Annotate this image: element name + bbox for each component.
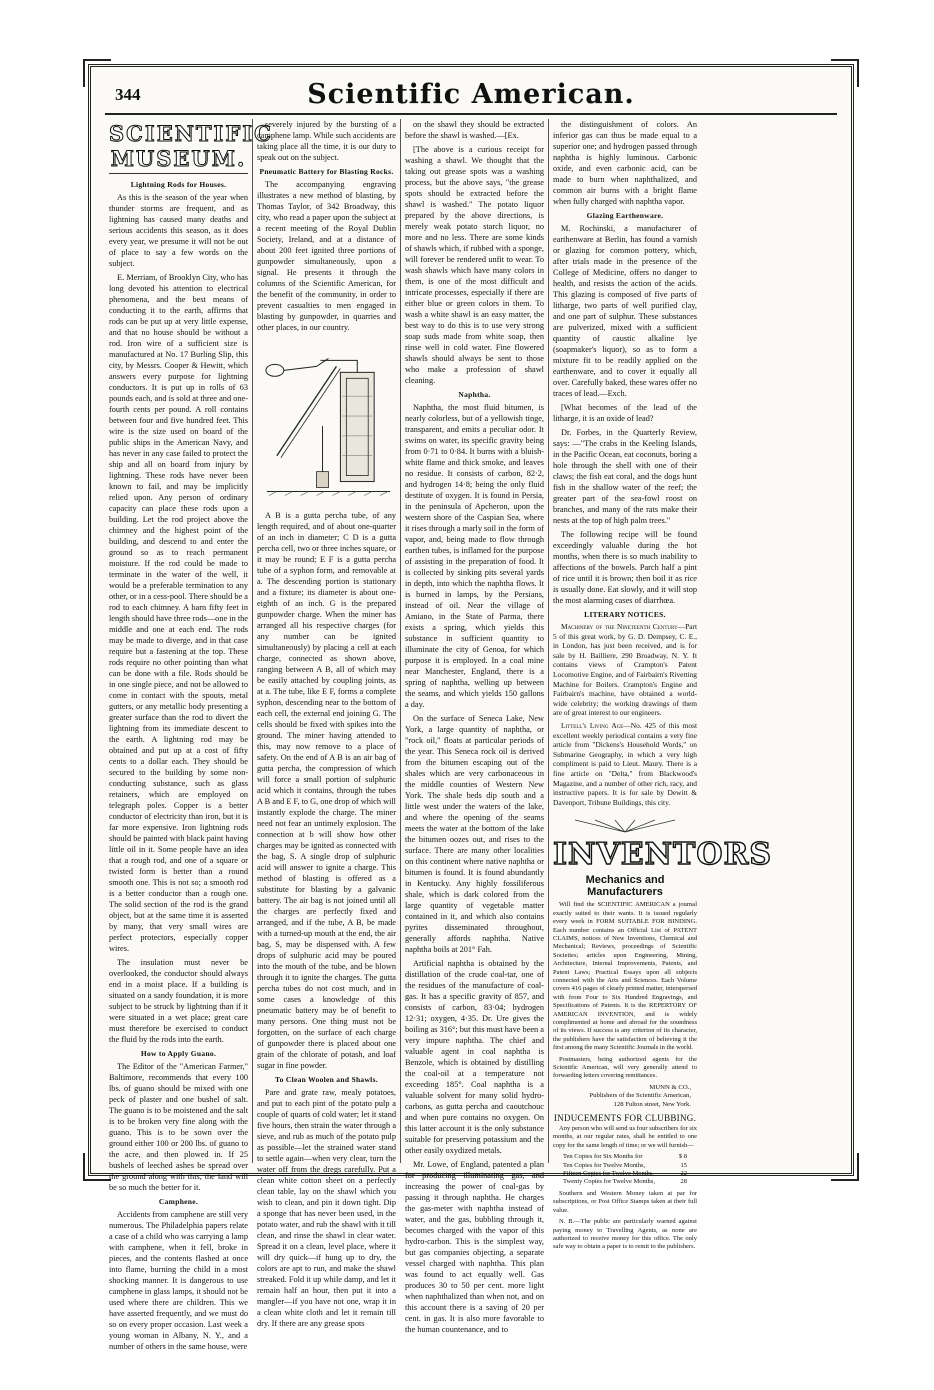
rate-row: Twenty Copies for Twelve Months, 28 [563,1178,687,1186]
rate-row: Ten Copies for Six Months for $ 8 [563,1153,687,1161]
paragraph: Postmasters, being authorized agents for the Scientific American, will very generally attend to forwarding letters covering remittances. [553,1055,697,1080]
article-heading: Lightning Rods for Houses. [130,180,227,189]
notice-text: —Part 5 of this great work, by G. D. Dempsey, C. E., in London, has just been received, and is for sale by H. Bailliere, 290 Broadway, N. Y. It contains views of Crampton's Patent Locomotive Engine, and of Fairbairn's Rivetting Machine for Boilers. Crampton's Engine and Fairbairn's machine, have obtained a world-wide celebrity; the working drawings of them are of great interest to our engineers. [553,622,697,718]
paragraph: E. Merriam, of Brooklyn City, who has long devoted his attention to electrical phenomena, and the best means of conducting it to the earth, affirms that rods can be put up at very little expense, and that no house should be without a rod. Iron wire of a sufficient size is manufactured at No. 17 Burling Slip, this city, by Messrs. Cooper & Hewitt, which answers every purpose for lightning conductors. It is put up in rolls of 63 pounds each, and is sold at three and one-fourth cents per pound. A roll contains between four and five hundred feet. This wire is the size used on board of the public ships in the American Navy, and has never in any case failed to protect the ship and all on board from injury by lightning. These rods have never been known to fail, and may be implicitly relied upon. Any person of ordinary capacity can place these rods upon a building. Let the rod project above the chimney and the highest point of the building, and descend to and enter the ground so as to reach permanent moisture. If the rod could be made to terminate in the water of the well, it would be a preferable termination to any other, or in a cess-pool. There should be a rod to each chimney. A barn fifty feet in length should have three rods—one in the middle and one at each end. The rods may be made to diverge, and in that case require but a fastening at the top. These rods require no other pointing than what can be done with a file. Rods should be in one single piece, and not be allowed to come in contact with the spouts, metal gutters, or any metallic body presenting a greater surface than the rod to divert the lightning from its immediate descent to the earth. A lightning rod may be obtained and put up at a cost of fifty cents to a dollar each. They should be secured to the building by some non-conducting substance, such as glass retainers, which are employed on telegraph poles. Copper is a better conductor of electricity than iron, but it is far more expensive. Iron lightning rods should be painted with black paint having little oil in it. Some people have an idea that a rough rod, and one of a square or twisted form is better than a round smooth one. This is not so; a smooth rod is a better conductor than a rough one. The solid section of the rod is the grand object, but at the same time it is asserted by many, that very small wires are perfect protectors, especially copper wires. [109,273,248,953]
column-4 [549,119,773,1251]
article-heading: Naphtha. [458,390,491,399]
subscription-advert [553,901,697,1251]
inventors-title: INVENTORS [553,837,773,873]
paragraph: Southern and Western Money taken at par for subscriptions, or Post Office Stamps taken at their full value. [553,1189,697,1214]
notice-lead: Littell's Living Age [561,720,624,730]
notice-lead: Machinery of the Nineteenth Century [561,622,678,631]
column-1 [105,119,273,1351]
paragraph: The insulation must never be overlooked, the conductor should always end in a moist place. If a building is situated on a sandy foundation, it is more subject to be struck by lightning than if it were situated in a wet place; great care must therefore be exercised to conduct the fluid by the rods into the earth. [109,958,248,1044]
page-number: 344 [115,85,141,104]
paragraph: M. Rochinski, a manufacturer of earthenware at Berlin, has found a varnish or glazing for common pottery, which, after trials made in the presence of the College of Medicine, offers no danger to health, and resists the action of the acids. This glazing is composed of five parts of litharge, two parts of well purified clay, and one part of sulphur. These substances are pulverized, mixed with a sufficient quantity of caustic alkaline lye (soapmaker's liquor), so as to form a mixture fit to be readily applied on the earthenware, and to cover it equally all over. Carefully baked, these wares offer no traces of lead.—Exch. [553,224,697,398]
notice-item [553,622,697,718]
newspaper-page [88,64,854,1351]
publisher-signature: MUNN & CO., Publishers of the Scientific American, 128 Fulton street, New York. [589,1083,691,1108]
paragraph: severely injured by the bursting of a camphene lamp. While such accidents are taking place all the time, it is our duty to speak out on the subject. [257,120,396,162]
mechanics-heading: Mechanics and Manufacturers [585,874,665,899]
paragraph: Naphtha, the most fluid bitumen, is nearly colorless, but of a yellowish tinge, transparent, and emits a peculiar odor. It swims on water, its specific gravity being from 0·71 to 0·84. It burns with a bluish-white flame and thick smoke, and leaves no residue. It consists of carbon, 82·2, and hydrogen 14·8; being the only fluid destitute of oxygen. It is found in Persia, in the peninsula of Apcheron, upon the western shore of the Caspian Sea, where it rises through a marly soil in the form of vapor, and, being made to flow through earthen tubes, is inflamed for the purpose of assisting in the preparation of food. It is collected by sinking pits several yards in depth, into which the naphtha flows. It is burned in lamps, by the Persians, instead of oil. Near the village of Amiano, in the State of Parma, there exists a spring, which yields this substance in sufficient quantity to illuminate the city of Genoa, for which purpose it is employed. In a coal mine near Manchester, England, there is a spring of naphtha, welling up between the seams, and which yields 150 gallons a day. [405,403,544,709]
notice-item [553,721,697,807]
paragraph: N. B.—The public are particularly warned against paying money to Travelling Agents, as none are authorized to receive money for this office. The only safe way to obtain a paper is to remit to the publishers. [553,1218,697,1251]
paragraph: Artificial naphtha is obtained by the distillation of the crude coal-tar, one of the residues of the manufacture of coal-gas. It has a specific gravity of 857, and consists of carbon, 83·04; hydrogen 12·31; oxygen, 4·35. Dr. Ure gives the boiling as 316°; but this must have been a very impure naphtha. The chief and valuable agent in coal naphtha is Benzole, which is obtained by distilling the coal-oil at a temperature not exceeding 185°. Coal naphtha is a valuable solvent for many solid hydro-carbons, as gutta percha and caoutchouc and when pure contains no oxygen. On this latter account it is the only substance suitable for preserving potassium and the other easily oxydized metals. [405,959,544,1155]
column-3 [401,119,549,1334]
paragraph: [What becomes of the lead of the litharge, it is an oxide of lead? [553,403,697,423]
literary-notices [553,622,697,807]
journal-title: Scientific American. [307,79,635,110]
paragraph: On the surface of Seneca Lake, New York, a large quantity of naphtha, or "rock oil," floats at particular periods of the year. This Seneca rock oil is derived from the bitumen escaping out of the shales which are very carbonaceous in the middle counties of Western New York. The shale beds dip south and a little west under the waters of the lake, and where the opening of the seams meets the water at the bottom of the lake the bitumen oozes out, and rises to the surface. There are many other localities on this continent where native naphtha or bitumen is found. It is found abundantly in Kentucky. Any highly fossiliferous shale, which is dark colored from the large quantity of vegetable matter contained in it, and which also contains pyrites disseminated throughout, generally affords naphtha. Native naphtha boils at 201° Fah. [405,714,544,954]
engraving-drawing [257,336,396,504]
paragraph: The accompanying engraving illustrates a new method of blasting, by Thomas Taylor, of 342 Broadway, this city, who read a paper upon the subject at a recent meeting of the Royal Dublin Society, Ireland, and at a distance of about 200 feet ignited three portions of gunpowder simultaneously, upon a signal. He presents it through the columns of the Scientific American, for the benefit of the community, in order to prevent casualties to men engaged in blasting by gunpowder, in quarries and other places, in our country. [257,180,396,332]
article-heading: Camphene. [158,1197,199,1206]
paragraph: As this is the season of the year when thunder storms are frequent, and as lightning has caused many deaths and serious accidents this season, as it does every year, we presume it will not be out of place to say a few words on the subject. [109,193,248,268]
article-heading: How to Apply Guano. [140,1049,217,1058]
paragraph: Any person who will send us four subscribers for six months, at our regular rates, shall be entitled to one copy for the same length of time; or we will furnish— [553,1125,697,1149]
paragraph: Accidents from camphene are still very numerous. The Philadelphia papers relate a case of a child who was carrying a lamp with camphene, when it fell, broke in pieces, and the contents flashed at once into flame, burning the child in a most shocking manner. It is dangerous to use camphene in glass lamps, it should not be used where there are children. This we have asserted frequently, and we must do so on every proper occasion. Last week a young woman in Albany, N. Y., and a number of others in the same house, were [109,1210,248,1351]
rate-row: Ten Copies for Twelve Months, 15 [563,1161,687,1169]
paragraph: on the shawl they should be extracted before the shawl is washed.—[Ex. [405,120,544,140]
paragraph: The Editor of the "American Farmer," Baltimore, recommends that every 100 lbs. of guano should be mixed with one peck of plaster and one bushel of salt. The guano is to be moistened and the salt is to be broken very fine along with the guano. This is to be sown over the ground either 100 or 200 lbs. of guano to the acre, and then plowed in. If 25 bushels of leeched ashes be spread over the ground along with this, the land will be so much the better for it. [109,1062,248,1192]
literary-notices-heading: LITERARY NOTICES. [584,610,666,619]
paragraph: A B is a gutta percha tube, of any length required, and of about one-quarter of an inch in diameter; C D is a gutta percha cell, two or three inches square, or it may be round; E F is a gutta percha tube of a syphon form, and removable at a. The descending portion is stationary and a fixture; its diameter is about one-eighth of an inch. G is the prepared gunpowder charge. When the miner has arranged all his respective charges (for any number can be ignited simultaneously) by placing a cell at each charge, connected as shown above, ranging between A B, all of which may be easily attached by coupling joints, as at a. The tube, like E F, forms a complete syphon, descending near to the bottom of each cell, the external end joining G. The cells should be fixed with spikes into the ground. The miner having attended to this, may now remove to a place of safety. On the end of A B is an air bag of gutta percha, the compression of which will force a small portion of sulphuric acid which it contains, through the tubes A B and E F, to G, one drop of which will instantly explode the charge. The miner need not fear an untimely explosion. The connection at b will show how other charges may be ignited as connected with the bag, S. A single drop of sulphuric acid will answer to ignite a charge. This method of blasting is offered as a substitute for blasting by a galvanic battery. The air bag is not joined until all the charges are perfectly fixed and arranged, and if the tube, A B, be made with a turned-up mouth at the end, the air bag, S, may be dispensed with. A few drops of sulphuric acid may be poured into the mouth of the tube, and be blown through it to ignite the charges. The gutta percha tubes do not cost much, and in some cases a knowledge of this pneumatic battery may be of benefit to many persons. One thing must not be forgotten, on the surface of each charge of gunpowder there is placed about one grain of the chlorate of potash, and loaf sugar in fine powder. [257,511,396,1070]
article-heading: Glazing Earthenware. [586,211,664,220]
notice-text: —No. 425 of this most excellent weekly periodical contains a very fine article from "Dickens's Household Words," on Submarine Geography, in which a very high compliment is paid to Lieut. Maury. There is a fine article on "Delta," from Blackwood's Magazine, and a number of other rich, racy, and instructive papers. It is for sale by Dewitt & Davenport, Tribune Buildings, this city. [553,720,697,807]
rate-row: Fifteen Copies for Twelve Months, 22 [563,1170,687,1178]
inventors-banner [553,819,773,873]
sunburst-ornament [555,820,695,832]
paragraph: Pare and grate raw, mealy potatoes, and put to each pint of the potato pulp a couple of quarts of cold water; let it stand five hours, then strain the water through a sieve, and rub as much of the potato pulp as possible—let the strained water stand to settle again—when very clear, turn the water off from the dregs carefully. Put a clean white cotton sheet on a perfectly clean table, lay on the shawl which you wish to clean, and pin it down tight. Dip a sponge that has never been used, in the potato water, and rub the shawl with it till clean, and rinse the shawl in clear water. Spread it on a clean, level place, where it will dry quick—if hung up to dry, the colors are apt to run, and make the shawl streaked. Fold it up while damp, and let it remain half an hour, then put it into a mangler—if you have not one, wrap it in a clean white cloth and let it remain till dry. If there are any grease spots [257,1088,396,1328]
section-banner: SCIENTIFIC MUSEUM. [109,121,248,174]
club-rates-table [553,1153,697,1187]
article-heading: To Clean Woolen and Shawls. [275,1075,378,1084]
paragraph: [The above is a curious receipt for washing a shawl. We thought that the taking out grease spots was a washing process, but the above says, "the grease spots should be extracted before the shawl is washed." The potato liquor prepared by the above directions, is merely weak potato starch liquor, no more and no less. There are some kinds of shawls which, if rubbed with a sponge, will forever be rendered unfit to wear. To wash shawls which have many colors in them, is one of the most difficult and intricate processes, especially if there are either blue or green colors in them. To wash a white shawl is an easy matter, the best way to do this is to use very strong soap suds made from white soap, then rinse well in cold water. Fine flowered shawls should always be sent to those who make a profession of shawl cleaning. [405,145,544,385]
paragraph: Will find the SCIENTIFIC AMERICAN a journal exactly suited to their wants. It is issued regularly every week in FORM SUITABLE FOR BINDING. Each number contains an Official List of PATENT CLAIMS, notices of New Inventions, Chemical and Mechanical; Reviews, proceedings of Scientific Societies; articles upon Engineering, Mining, Architecture, Internal Improvements, Patents, and Patent Laws; Practical Essays upon all subjects connected with the Arts and Sciences. Each Volume covers 416 pages of clearly printed matter, interspersed with from Four to Six Hundred Engravings, and Specifications of Patents. It is the REPERTORY OF AMERICAN INVENTION, and is widely complimented at home and abroad for the soundness of its views. If success is any criterion of its character, the publishers have the satisfaction of believing it the first among the many Scientific Journals in the world. [553,901,697,1052]
pneumatic-battery-engraving [257,336,396,504]
paragraph: Dr. Forbes, in the Quarterly Review, says: —"The crabs in the Keeling Islands, in the Pacific Ocean, eat coconuts, boring a hole through the shell with one of their claws; the fish eat coral, and the dogs hunt fish in the shallow water of the reef; the greater part of the sea-fowl roost on branches, and many of the rats make their nests at the top of high palm trees." [553,428,697,525]
article-columns [105,119,841,1351]
paragraph: The following recipe will be found exceedingly valuable during the hot months, when there is so much inability to affections of the bowels. Parch half a pint of rice until it is brown; then boil it as rice is usually done. Eat slowly, and it will stop the most alarming cases of diarrhœa. [553,530,697,605]
column-2 [253,119,401,1328]
paragraph: Mr. Lowe, of England, patented a plan for producing illuminating gas, and increasing the power of coal-gas by passing it through naphtha. He charges the gas-meter with naphtha instead of water, and the gas, bubbling through it, becomes charged with the vapor of this hydro-carbon. This is the simplest way, but gas companies objecting, a separate vessel charged with naphtha. This plan was found to act equally well. Gas produces 30 to 50 per cent. more light when naphthalized than when not, and on this account there is a saving of 20 per cent. in gas. It is also more favorable to the human countenance, and to [405,1160,544,1334]
paragraph: the distinguishment of colors. An inferior gas can thus be made equal to a superior one; and hydrogen passed through naphtha is highly luminous. Carbonic oxide, and even carbonic acid, can be made to burn when naphthalized, and common air burns with a bright flame when fully charged with naphtha vapor. [553,120,697,206]
masthead [105,77,837,115]
clubbing-heading: INDUCEMENTS FOR CLUBBING. [553,1113,697,1124]
article-heading: Pneumatic Battery for Blasting Rocks. [259,167,394,176]
